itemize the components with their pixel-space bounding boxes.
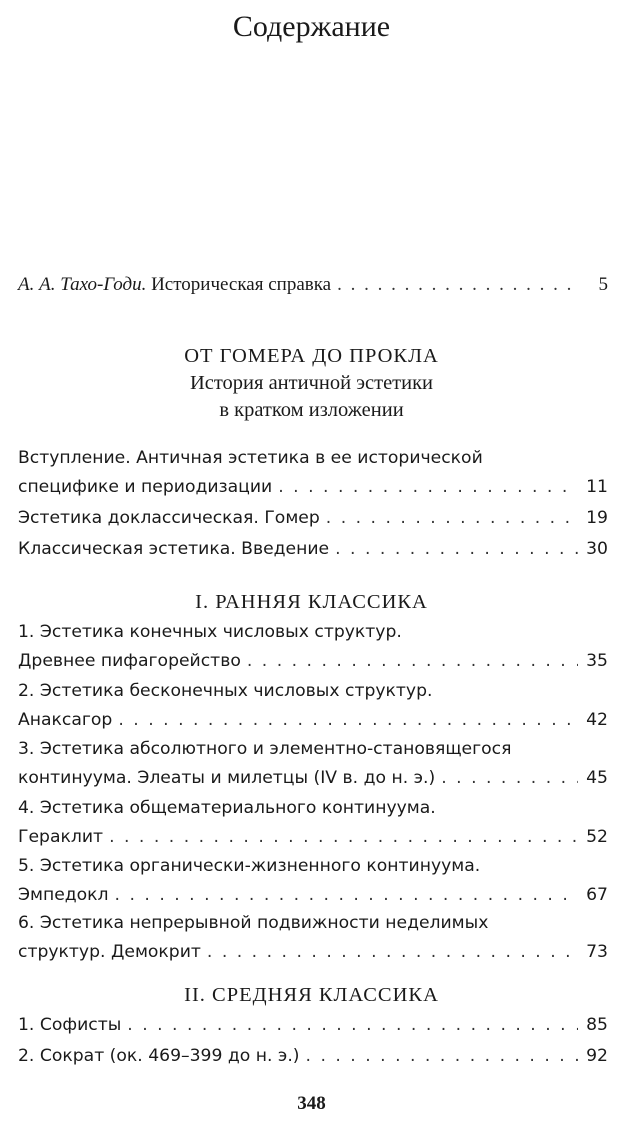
toc-page-number: 67 (586, 885, 608, 905)
dot-leader (207, 938, 578, 967)
toc-entry-title: Историческая справка (151, 274, 332, 295)
toc-page-number: 35 (586, 651, 608, 671)
dot-leader (335, 535, 578, 564)
toc-entry-line2 (18, 764, 608, 793)
toc-entry-title: 1. Софисты (18, 1015, 122, 1035)
toc-entry-line2 (18, 881, 608, 910)
toc-entry (18, 794, 608, 852)
toc-entry-title: Древнее пифагорейство (18, 651, 241, 671)
toc-entry-line (18, 1011, 608, 1040)
toc-entry-author: А. А. Тахо-Годи. (18, 274, 147, 295)
toc-page-number: 52 (586, 827, 608, 847)
section-heading: II. СРЕДНЯЯ КЛАССИКА (184, 984, 439, 1006)
toc-entry (18, 535, 608, 564)
toc-entry (18, 504, 608, 533)
toc-page-number: 42 (586, 710, 608, 730)
toc-entry-line (18, 270, 608, 299)
toc-entry-title: 2. Сократ (ок. 469–399 до н. э.) (18, 1046, 300, 1066)
section-heading: I. РАННЯЯ КЛАССИКА (195, 591, 428, 613)
toc-page-number: 73 (586, 942, 608, 962)
toc-page-number: 92 (586, 1046, 608, 1066)
dot-leader (278, 473, 578, 502)
toc-page-number: 19 (586, 508, 608, 528)
toc-entry-line2 (18, 473, 608, 502)
toc-entry-line2 (18, 938, 608, 967)
book-title: ОТ ГОМЕРА ДО ПРОКЛА (184, 345, 439, 367)
page-title: Содержание (232, 10, 391, 43)
toc-page-number: 45 (586, 768, 608, 788)
toc-entry-intro (18, 270, 608, 299)
toc-entry-line1: 5. Эстетика органически-жизненного континуума. (18, 856, 481, 876)
dot-leader (118, 706, 578, 735)
toc-entry-line1: 3. Эстетика абсолютного и элементно-становящегося (18, 739, 512, 759)
toc-page-number: 85 (586, 1015, 608, 1035)
book-subtitle-line2: в кратком изложении (219, 399, 404, 421)
dot-leader (109, 823, 578, 852)
dot-leader (337, 270, 578, 299)
toc-entry (18, 909, 608, 967)
toc-entry (18, 735, 608, 793)
toc-entry-title: континуума. Элеаты и милетцы (IV в. до н. э.) (18, 768, 436, 788)
toc-entry-line (18, 535, 608, 564)
toc-entry (18, 677, 608, 735)
dot-leader (326, 504, 578, 533)
dot-leader (127, 1011, 578, 1040)
toc-entry (18, 1011, 608, 1040)
toc-entry-title: структур. Демокрит (18, 942, 201, 962)
toc-entry-title: Анаксагор (18, 710, 113, 730)
toc-entry-line2 (18, 706, 608, 735)
toc-entry-title: Классическая эстетика. Введение (18, 539, 330, 559)
book-subtitle-line1: История античной эстетики (189, 372, 434, 394)
toc-entry-line1: Вступление. Античная эстетика в ее исторической (18, 448, 483, 468)
toc-entry-line (18, 504, 608, 533)
toc-entry-title: Гераклит (18, 827, 104, 847)
toc-page-number: 5 (598, 274, 608, 295)
dot-leader (115, 881, 578, 910)
toc-entry (18, 444, 608, 502)
dot-leader (441, 764, 578, 793)
toc-entry-line1: 6. Эстетика непрерывной подвижности неделимых (18, 913, 489, 933)
dot-leader (247, 647, 578, 676)
toc-entry-line2 (18, 647, 608, 676)
toc-entry-line (18, 1042, 608, 1071)
dot-leader (306, 1042, 578, 1071)
toc-entry-line1: 1. Эстетика конечных числовых структур. (18, 622, 402, 642)
toc-entry-title: специфике и периодизации (18, 477, 273, 497)
toc-entry (18, 618, 608, 676)
page-number-folio: 348 (297, 1093, 326, 1114)
toc-entry-line1: 4. Эстетика общематериального континуума. (18, 798, 436, 818)
toc-entry-line1: 2. Эстетика бесконечных числовых структур. (18, 681, 433, 701)
toc-entry-title: Эстетика доклассическая. Гомер (18, 508, 320, 528)
toc-entry-title: Эмпедокл (18, 885, 109, 905)
toc-page-number: 30 (586, 539, 608, 559)
toc-entry (18, 852, 608, 910)
toc-entry-line2 (18, 823, 608, 852)
toc-entry (18, 1042, 608, 1071)
toc-page-number: 11 (586, 477, 608, 497)
